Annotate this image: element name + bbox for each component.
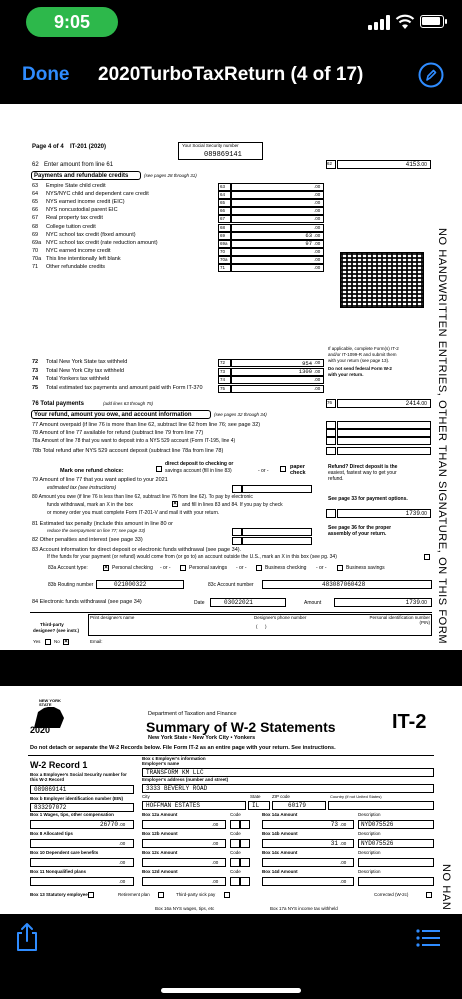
instruction: Do not detach or separate the W-2 Records below. File Form IT-2 as an entire page with your return. See instructions. bbox=[30, 745, 336, 751]
yes-label: Yes bbox=[33, 639, 41, 644]
w2-box-cents: .00 bbox=[119, 822, 126, 827]
withheld-line-label: Total estimated tax payments and amount paid with Form IT-370 bbox=[46, 384, 203, 391]
see-page-33: See page 33 for payment options. bbox=[328, 496, 408, 502]
zip: 60179 bbox=[288, 802, 307, 809]
battery-icon bbox=[420, 15, 444, 28]
credit-line-box-num: 66 bbox=[220, 208, 226, 214]
form-it201-page[interactable] bbox=[0, 104, 462, 650]
line-77-amount-box bbox=[337, 421, 431, 429]
side-instruction-text: NO HAN bbox=[440, 864, 452, 911]
document-title: 2020TurboTaxReturn (4 of 17) bbox=[98, 64, 364, 85]
w2-box-label: Box 11 Nonqualified plans bbox=[30, 869, 87, 874]
line-76-box-num: 76 bbox=[327, 400, 333, 405]
credit-line-amount-box bbox=[231, 248, 324, 256]
direct-deposit-checkbox[interactable] bbox=[156, 466, 162, 472]
line-76-cents: .00 bbox=[420, 401, 427, 407]
electronic-withdrawal-checkbox[interactable]: × bbox=[173, 501, 177, 507]
employer-name: TRANSFORM KM LLC bbox=[146, 769, 204, 776]
credit-line-label: This line intentionally left blank bbox=[46, 255, 121, 262]
credit-line-label: Real property tax credit bbox=[46, 215, 103, 222]
box-14-cents: .00 bbox=[340, 860, 347, 865]
line-78b: 78b Total refund after NYS 529 account deposit (subtract line 78a from line 78) bbox=[32, 448, 224, 454]
line-81-a: 81 Estimated tax penalty (include this amount in line 80 or bbox=[32, 521, 173, 527]
see-page-36-1: See page 36 for the proper bbox=[328, 525, 392, 531]
withheld-line-num: 75 bbox=[32, 384, 39, 391]
section-payments-note: (see pages 28 through 31) bbox=[144, 173, 197, 178]
credit-line-cents: .00 bbox=[314, 232, 321, 238]
box-17a-label: Box 17a NYS income tax withheld bbox=[270, 906, 338, 911]
ewd-cents: .00 bbox=[420, 600, 427, 606]
ssn-value: 089869141 bbox=[34, 786, 67, 793]
form-code-small bbox=[398, 704, 399, 708]
line-81-b: reduce the overpayment on line 77; see page 33) bbox=[47, 528, 146, 533]
credit-line-box-num: 65 bbox=[220, 200, 226, 206]
ny-logo-text: NEW YORK STATE bbox=[38, 699, 66, 707]
statutory-employee-checkbox[interactable] bbox=[88, 892, 94, 898]
box-c-label: Box c Employer's information bbox=[142, 756, 206, 761]
line-77: 77 Amount overpaid (if line 76 is more than line 62, subtract line 62 from line 76; see page 32) bbox=[32, 422, 261, 428]
designee-name-label: Print designee's name bbox=[90, 615, 135, 620]
line-76-amount: 2414 bbox=[405, 400, 420, 407]
credit-line-cents: .00 bbox=[314, 240, 321, 246]
account-type-label: 83a Account type: bbox=[48, 565, 88, 571]
box-14-description-field[interactable] bbox=[358, 858, 434, 867]
side-note-1: If applicable, complete Form(s) IT-2 bbox=[328, 346, 399, 351]
box-13-label: Box 13 Statutory employee bbox=[30, 892, 88, 897]
section-refund-note: (see pages 32 through 34) bbox=[214, 412, 267, 417]
credit-line-num: 63 bbox=[32, 183, 39, 189]
line-83-a: 83 Account information for direct deposit or electronic funds withdrawal (see page 34). bbox=[32, 547, 242, 553]
line-83-b: If the funds for your payment (or refund) would come from (or go to) an account outside the U.S., mark an X in this box (see pg. 34) bbox=[47, 554, 337, 560]
ssn-value: 089869141 bbox=[204, 151, 242, 159]
foreign-account-checkbox[interactable] bbox=[424, 554, 430, 560]
withheld-line-amount: 954 bbox=[302, 359, 312, 367]
business-checking-checkbox[interactable] bbox=[256, 565, 262, 571]
line-80-cents: .00 bbox=[420, 511, 427, 517]
refund-note-1: Refund? Direct deposit is the bbox=[328, 464, 398, 470]
withheld-line-label: Total New York City tax withheld bbox=[46, 367, 124, 374]
line-80-d: or money order you must complete Form IT-201-V and mail it with your return. bbox=[47, 510, 220, 516]
wifi-icon bbox=[395, 12, 415, 30]
line-62-label: Enter amount from line 61 bbox=[44, 162, 114, 168]
sick-pay-checkbox[interactable] bbox=[224, 892, 230, 898]
side-note-2: and/or IT-1099-R and submit them bbox=[328, 352, 397, 357]
credit-line-label: NYS noncustodial parent EIC bbox=[46, 207, 118, 214]
withheld-line-box-num: 75 bbox=[220, 385, 226, 391]
line-76-note: (add lines 63 through 75) bbox=[103, 401, 154, 406]
country-label: Country (if not United States) bbox=[330, 794, 382, 799]
credit-line-label: NYS/NYC child and dependent care credit bbox=[46, 191, 149, 198]
business-checking-label: Business checking bbox=[265, 565, 307, 571]
withheld-line-num: 73 bbox=[32, 367, 39, 374]
line-78-amount-box bbox=[337, 429, 431, 437]
box-14-description-label: Description bbox=[358, 831, 381, 836]
status-time[interactable]: 9:05 bbox=[26, 7, 118, 37]
line-62-cents: .00 bbox=[420, 162, 427, 168]
list-view-icon[interactable] bbox=[416, 928, 440, 948]
credit-line-num: 70 bbox=[32, 247, 39, 254]
box-12-code-field[interactable] bbox=[240, 839, 250, 848]
box-12-label: Box 12c Amount bbox=[142, 850, 178, 855]
box-12-code-label: Code bbox=[230, 831, 241, 836]
refund-choice-label: Mark one refund choice: bbox=[60, 468, 124, 474]
withheld-line-cents: .00 bbox=[314, 385, 321, 391]
credit-line-amount: 63 bbox=[305, 232, 312, 240]
box-14-amount: 73 bbox=[330, 821, 338, 828]
corrected-label: Corrected (W-2c) bbox=[374, 892, 409, 897]
credit-line-amount-box bbox=[231, 215, 324, 223]
withheld-line-cents: .00 bbox=[314, 368, 321, 374]
paper-check-label: paper check bbox=[290, 464, 306, 476]
bottom-toolbar bbox=[0, 914, 462, 999]
credit-line-label: NYC school tax credit (fixed amount) bbox=[46, 231, 136, 238]
divider bbox=[28, 755, 434, 756]
box-12-code-field[interactable] bbox=[230, 858, 240, 867]
credit-line-amount-box bbox=[231, 191, 324, 199]
credit-line-label: NYC earned income credit bbox=[46, 247, 111, 254]
preparer-taxpayer-section bbox=[0, 650, 462, 686]
city: HOFFMAN ESTATES bbox=[146, 802, 201, 809]
form-id-it2: IT-2 bbox=[392, 711, 427, 733]
credit-line-num: 67 bbox=[32, 215, 39, 222]
credit-line-cents: .00 bbox=[314, 216, 321, 222]
withheld-line-label: Total Yonkers tax withheld bbox=[46, 376, 110, 382]
home-indicator[interactable] bbox=[161, 988, 301, 993]
line-78: 78 Amount of line 77 available for refund (subtract line 79 from line 77) bbox=[32, 430, 204, 436]
w2-box-label: Box 8 Allocated tips bbox=[30, 831, 73, 836]
credit-line-amount-box bbox=[231, 183, 324, 191]
line-79-b: estimated tax (see instructions) bbox=[47, 485, 117, 491]
page-number: Page 4 of 4 bbox=[32, 144, 64, 150]
third-party-label-1: Third-party bbox=[40, 622, 64, 627]
share-icon[interactable] bbox=[14, 922, 40, 952]
line-81-amount-box bbox=[242, 528, 312, 536]
line-77-num-box bbox=[326, 421, 336, 429]
ewd-label: 84 Electronic funds withdrawal (see page 34) bbox=[32, 599, 142, 605]
form-subtitle: New York State • New York City • Yonkers bbox=[148, 735, 256, 741]
line-81-num-box bbox=[232, 528, 242, 536]
state-label: State bbox=[250, 794, 261, 799]
line-62-box-num: 62 bbox=[327, 161, 333, 166]
ewd-date-label: Date bbox=[194, 600, 205, 606]
box-12-code-label: Code bbox=[230, 812, 241, 817]
markup-pen-icon[interactable] bbox=[418, 62, 444, 88]
box-a-label: Box a Employee's Social Security number for this W-2 Record bbox=[30, 772, 127, 782]
credit-line-box-num: 70a bbox=[220, 256, 228, 262]
box-14-description-label: Description bbox=[358, 812, 381, 817]
line-80-amount: 1739 bbox=[405, 510, 420, 517]
savings-account-label: savings account (fill in line 83) bbox=[165, 468, 232, 474]
designee-phone-label: Designee's phone number bbox=[254, 615, 307, 620]
routing-number: 021000322 bbox=[114, 581, 147, 588]
box-12-code-field[interactable] bbox=[240, 820, 250, 829]
form-it2-page[interactable] bbox=[0, 686, 462, 914]
credit-line-cents: .00 bbox=[314, 224, 321, 230]
sick-pay-label: Third-party sick pay bbox=[176, 892, 216, 897]
retirement-label: Retirement plan bbox=[118, 892, 150, 897]
box-14-description-label: Description bbox=[358, 869, 381, 874]
box-14-description: NYD075526 bbox=[361, 821, 394, 828]
line-78a: 78a Amount of line 78 that you want to deposit into a NYS 529 account (Form IT-195, line 4) bbox=[32, 438, 236, 444]
personal-savings-label: Personal savings bbox=[189, 565, 228, 571]
credit-line-box-num: 68 bbox=[220, 224, 226, 230]
withheld-line-label: Total New York State tax withheld bbox=[46, 359, 128, 365]
credit-line-cents: .00 bbox=[314, 265, 321, 270]
personal-savings-checkbox[interactable] bbox=[180, 565, 186, 571]
credit-line-amount-box bbox=[231, 256, 324, 264]
retirement-plan-checkbox[interactable] bbox=[158, 892, 164, 898]
credit-line-amount-box bbox=[231, 264, 324, 272]
credit-line-box-num: 69a bbox=[220, 240, 228, 246]
box-14-cents: .00 bbox=[340, 841, 347, 846]
form-id: IT-201 (2020) bbox=[70, 144, 107, 150]
box-12-code-label: Code bbox=[230, 850, 241, 855]
box-14-label: Box 14b Amount bbox=[262, 831, 298, 836]
side-note-4: Do not send federal Form W-2 bbox=[328, 366, 392, 371]
credit-line-cents: .00 bbox=[314, 256, 321, 262]
designee-email-label: Email: bbox=[90, 639, 103, 644]
line-78a-num-box bbox=[326, 437, 336, 445]
line-80-b: funds withdrawal, mark an X in the box bbox=[47, 502, 133, 508]
direct-deposit-label: direct deposit to checking or bbox=[165, 461, 234, 467]
box-b-label: Box b Employer identification number (EIN) bbox=[30, 796, 124, 801]
record-title: W-2 Record 1 bbox=[30, 760, 88, 770]
withheld-line-num: 72 bbox=[32, 359, 39, 365]
line-79-a: 79 Amount of line 77 that you want applied to your 2021 bbox=[32, 477, 168, 483]
w2-box-cents: .00 bbox=[119, 860, 126, 865]
employer-address-label: Employer's address (number and street) bbox=[142, 777, 229, 782]
box-16a-label: Box 16a NYS wages, tips, etc bbox=[155, 906, 215, 911]
account-number: 483087060428 bbox=[322, 581, 366, 588]
box-14-description: NYD075526 bbox=[361, 840, 394, 847]
zip-label: ZIP code bbox=[272, 794, 290, 799]
withheld-line-cents: .00 bbox=[314, 377, 321, 382]
business-savings-checkbox[interactable] bbox=[337, 565, 343, 571]
section-payments: Payments and refundable credits bbox=[34, 173, 129, 179]
w2-box-label: Box 10 Dependent care benefits bbox=[30, 850, 99, 855]
designee-no-checkbox[interactable]: × bbox=[64, 639, 68, 645]
form-title: Summary of W-2 Statements bbox=[146, 719, 336, 735]
credit-line-label: Other refundable credits bbox=[46, 264, 106, 270]
designee-box bbox=[88, 614, 432, 636]
box-14-cents: .00 bbox=[340, 822, 347, 827]
line-78-num-box bbox=[326, 429, 336, 437]
credit-line-cents: .00 bbox=[314, 192, 321, 198]
box-12-code-field[interactable] bbox=[230, 877, 240, 886]
line-78a-amount-box bbox=[337, 437, 431, 445]
line-79-amount-box bbox=[242, 485, 312, 493]
line-80-num-box bbox=[326, 509, 336, 518]
box-12-cents: .00 bbox=[212, 860, 219, 865]
withheld-line-box-num: 73 bbox=[220, 368, 226, 374]
box-12-label: Box 12a Amount bbox=[142, 812, 178, 817]
withheld-line-box-num: 72 bbox=[220, 360, 226, 365]
credit-line-box-num: 69 bbox=[220, 232, 226, 238]
credit-line-label: College tuition credit bbox=[46, 223, 96, 230]
credit-line-label: Empire State child credit bbox=[46, 183, 106, 189]
line-62-amount: 4153 bbox=[405, 161, 420, 168]
designee-yes-checkbox[interactable] bbox=[45, 639, 51, 645]
side-note-3: with your return (see page 13). bbox=[328, 358, 390, 363]
business-savings-label: Business savings bbox=[346, 565, 385, 571]
box-12-label: Box 12d Amount bbox=[142, 869, 178, 874]
personal-checking-label: Personal checking bbox=[112, 565, 153, 571]
credit-line-cents: .00 bbox=[314, 184, 321, 189]
box-14-description-label: Description bbox=[358, 850, 381, 855]
cellular-signal-icon bbox=[368, 14, 390, 30]
withheld-line-num: 74 bbox=[32, 376, 39, 382]
ewd-amount: 1739 bbox=[405, 599, 420, 606]
city-label: City bbox=[142, 794, 150, 799]
w2-box-cents: .00 bbox=[119, 841, 126, 846]
credit-line-amount-box bbox=[231, 199, 324, 207]
done-button[interactable]: Done bbox=[22, 64, 70, 85]
personal-checking-checkbox[interactable]: × bbox=[104, 565, 108, 571]
credit-line-amount-box bbox=[231, 224, 324, 232]
employer-address: 3333 BEVERLY ROAD bbox=[146, 785, 208, 792]
line-82-num-box bbox=[232, 537, 242, 545]
refund-note-3: refund. bbox=[328, 476, 344, 482]
employer-name-label: Employer's name bbox=[142, 761, 180, 766]
box-12-code-field[interactable] bbox=[230, 839, 240, 848]
credit-line-num: 71 bbox=[32, 264, 39, 270]
withheld-line-amount-box bbox=[231, 376, 324, 384]
w2-box-cents: .00 bbox=[119, 879, 126, 884]
ewd-date: 03022021 bbox=[224, 599, 253, 606]
withheld-line-cents: .00 bbox=[314, 360, 321, 365]
department: Department of Taxation and Finance bbox=[148, 711, 237, 717]
credit-line-num: 69 bbox=[32, 231, 39, 238]
line-79-num-box bbox=[232, 485, 242, 493]
w2-box-amount: 26770 bbox=[99, 821, 118, 828]
or-text-3: - or - bbox=[236, 565, 247, 571]
box-14-cents: .00 bbox=[340, 879, 347, 884]
credit-line-cents: .00 bbox=[314, 200, 321, 206]
line-82: 82 Other penalties and interest (see page 33) bbox=[32, 537, 143, 543]
box-12-code-field[interactable] bbox=[240, 877, 250, 886]
corrected-checkbox[interactable] bbox=[426, 892, 432, 898]
w2-box-label: Box 1 Wages, tips, other compensation bbox=[30, 812, 114, 817]
credit-line-amount-box bbox=[231, 207, 324, 215]
credit-line-num: 69a bbox=[32, 239, 42, 246]
box-12-code-field[interactable] bbox=[240, 858, 250, 867]
credit-line-num: 68 bbox=[32, 223, 39, 230]
no-label: No bbox=[54, 639, 60, 644]
refund-note-2: easiest, fastest way to get your bbox=[328, 470, 397, 476]
credit-line-num: 66 bbox=[32, 207, 39, 214]
status-bar bbox=[0, 0, 462, 44]
credit-line-box-num: 70 bbox=[220, 248, 226, 254]
box-12-cents: .00 bbox=[212, 841, 219, 846]
or-text-4: - or - bbox=[316, 565, 327, 571]
line-80-a: 80 Amount you owe (if line 76 is less than line 62, subtract line 76 from line 62). To pay by electronic bbox=[32, 494, 253, 500]
line-76-label: 76 Total payments bbox=[32, 401, 84, 407]
credit-line-box-num: 71 bbox=[220, 265, 226, 270]
account-number-label: 83c Account number bbox=[208, 582, 254, 588]
box-14-label: Box 14d Amount bbox=[262, 869, 298, 874]
credit-line-num: 65 bbox=[32, 199, 39, 206]
box-14-amount: 31 bbox=[330, 840, 338, 847]
divider bbox=[30, 612, 432, 613]
ewd-amount-label: Amount bbox=[304, 600, 322, 606]
line-62-num: 62 bbox=[32, 162, 39, 168]
credit-line-box-num: 67 bbox=[220, 216, 226, 222]
withheld-line-box-num: 74 bbox=[220, 377, 226, 382]
box-12-code-label: Code bbox=[230, 869, 241, 874]
state: IL bbox=[252, 802, 260, 809]
ssn-label: Your Social Security number bbox=[182, 143, 239, 148]
withheld-line-amount: 1300 bbox=[298, 368, 312, 375]
form-2d-barcode bbox=[340, 252, 424, 308]
credit-line-num: 70a bbox=[32, 255, 42, 262]
box-14-description-field[interactable] bbox=[358, 877, 434, 886]
box-12-code-field[interactable] bbox=[230, 820, 240, 829]
third-party-label-2: designee? (see instr.) bbox=[33, 628, 80, 633]
routing-label: 83b Routing number bbox=[48, 582, 94, 588]
credit-line-cents: .00 bbox=[314, 208, 321, 214]
form-year: 2020 bbox=[30, 725, 51, 735]
side-note-5: with your return. bbox=[328, 372, 364, 377]
box-14-label: Box 14c Amount bbox=[262, 850, 298, 855]
credit-line-num: 64 bbox=[32, 191, 39, 198]
credit-line-label: NYC school tax credit (rate reduction amount) bbox=[46, 239, 158, 246]
credit-line-box-num: 63 bbox=[220, 184, 226, 189]
see-page-36-2: assembly of your return. bbox=[328, 531, 387, 537]
credit-line-amount: 97 bbox=[305, 240, 312, 248]
section-refund: Your refund, amount you owe, and account information bbox=[34, 412, 192, 418]
credit-line-box-num: 64 bbox=[220, 192, 226, 198]
or-text: - or - bbox=[258, 468, 269, 474]
line-80-c: and fill in lines 83 and 84. If you pay by check bbox=[182, 502, 283, 508]
paper-check-checkbox[interactable] bbox=[280, 466, 286, 472]
or-text-2: - or - bbox=[160, 565, 171, 571]
box-14-label: Box 14a Amount bbox=[262, 812, 298, 817]
designee-pin-label: Personal identification number (PIN) bbox=[369, 615, 430, 625]
box-12-cents: .00 bbox=[212, 822, 219, 827]
ein-value: 833297072 bbox=[34, 804, 67, 811]
side-instruction-text: NO HANDWRITTEN ENTRIES, OTHER THAN SIGNATURE, ON THIS FORM bbox=[436, 228, 448, 645]
withheld-line-amount-box bbox=[231, 385, 324, 393]
designee-phone-parens: ( ) bbox=[256, 624, 267, 629]
box-12-label: Box 12b Amount bbox=[142, 831, 178, 836]
line-82-amount-box bbox=[242, 537, 312, 545]
box-12-cents: .00 bbox=[212, 879, 219, 884]
navigation-bar bbox=[0, 44, 462, 104]
country-box bbox=[328, 801, 434, 810]
line-78b-amount-box bbox=[337, 447, 431, 455]
line-78b-num-box bbox=[326, 447, 336, 455]
credit-line-cents: .00 bbox=[314, 248, 321, 254]
credit-line-label: NYS earned income credit (EIC) bbox=[46, 199, 125, 206]
